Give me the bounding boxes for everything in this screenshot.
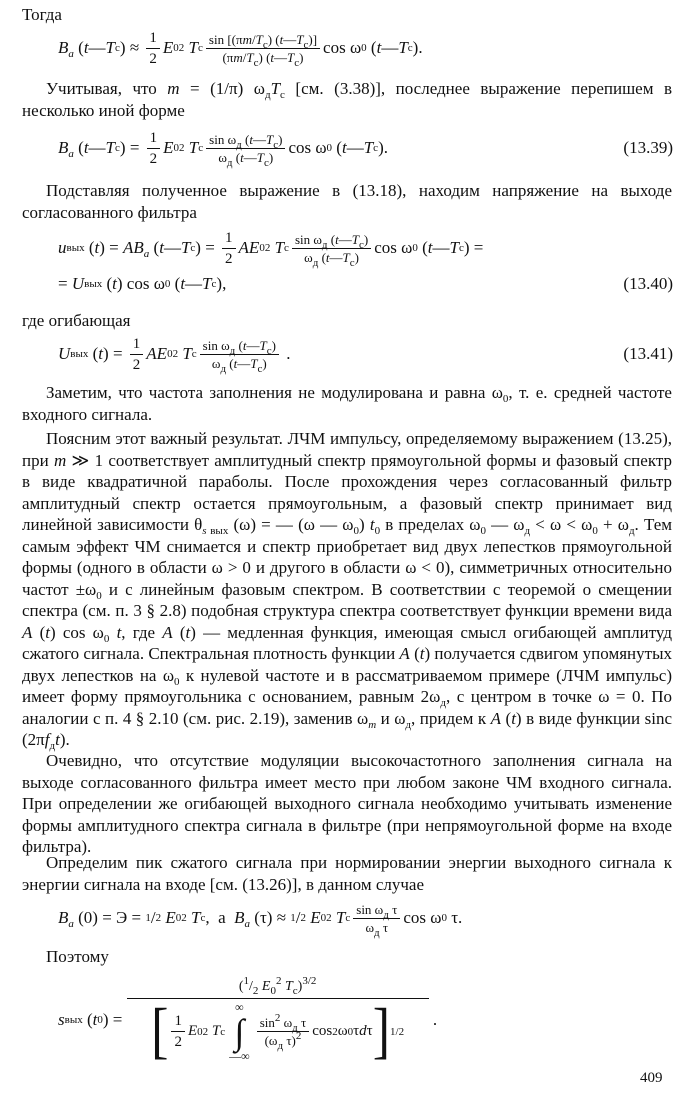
equation-number-13-39: (13.39) bbox=[623, 138, 673, 157]
equation-6: s вых ( t 0 ) = ($^1/_2$ $E_0^2$ $T_c)^{3/2}$ [ $\frac{1}{2}$ E 0 2 T c ∞ ∫ —∞ $\frac{\sin^2 \omega_д \tau}{(\omega_д \tau)^2}$ cos 2 ω 0 τ d τ ] 1/2 . bbox=[58, 974, 438, 1066]
paragraph-1: Учитывая, что m = (1/π) $\omega_дT_c$ [см. (3.38)], последнее выражение перепишем в несколько иной форме bbox=[22, 79, 672, 120]
equation-1: $B_a$ ( t — T c ) ≈ $\frac{1}{2}$ E 0 2 T c $\frac{\sin [(\pi m/T_c) (t—T_c)]}{(\pi m/T_c) (t—T_c)}$ cos ω 0 ( t — T c ). bbox=[58, 29, 423, 69]
paragraph-6: Очевидно, что отсутствие модуляции высокочастотного заполнения сигнала на выходе согласованного фильтра имеет место при любом законе ЧМ входного сигнала. При определении же огибающей выходного сигнала необходимо учитывать изменение формы амплитудного спектра сигнала в фильтре (при непрямоугольной форме на входе фильтра). bbox=[22, 751, 672, 856]
equation-number-13-41: (13.41) bbox=[623, 344, 673, 363]
paragraph-3: где огибающая bbox=[22, 311, 131, 330]
paragraph-8: Поэтому bbox=[46, 947, 109, 966]
paragraph-5: Поясним этот важный результат. ЛЧМ импульсу, определяемому выражением (13.25), при m ≫ 1 соответствует амплитудный спектр прямоугольной формы и фазовый спектр в виде квадратичной параболы. После прохождения через согласованный фильтр амплитудный спектр остается прямоугольным, а фазовый спектр принимает вид линейной зависимости $\theta_{s вых}$ (ω) = — (ω — $\omega_0$) $t_0$ в пределах $\omega_0$ — $\omega_д < \omega < \omega_0 + \omega_д$. Тем самым эффект ЧМ снимается и спектр приобретает вид двух лепестков прямоугольной формы (одного в области ω > 0 и другого в области ω < 0), симметричных относительно частот $\pm\omega_0$ и с линейным фазовым спектром. В соответствии с теоремой о смещении спектра (см. п. 3 § 2.8) подобная структура спектра соответствует функции времени вида A (t) $\cos \omega_0$ t, где A (t) — медленная функция, имеющая смысл огибающей амплитуд сжатого сигнала. Спектральная плотность функции A (t) получается сдвигом упомянутых двух лепестков на $\omega_0$ к нулевой частоте и в рассматриваемом примере (ЛЧМ импульс) имеет форму прямоугольника с основанием, равным $2\omega_д$, с центром в точке ω = 0. По аналогии с п. 4 § 2.10 (см. рис. 2.19), заменив $\omega_m$ и $\omega_д$, придем к A (t) в виде функции sinc $(2\pi f_дt)$. bbox=[22, 429, 673, 752]
paragraph-4: Заметим, что частота заполнения не модулирована и равна $\omega_0$, т. е. средней частоте входного сигнала. bbox=[22, 383, 672, 424]
equation-3b: = U вых ( t ) cos ω 0 ( t — T c ), (13.40) bbox=[58, 274, 673, 293]
text-togda: Тогда bbox=[22, 5, 62, 24]
equation-number-13-40: (13.40) bbox=[623, 274, 673, 293]
page-number: 409 bbox=[640, 1070, 663, 1086]
paragraph-2: Подставляя полученное выражение в (13.18), находим напряжение на выходе согласованного фильтра bbox=[22, 181, 672, 222]
equation-5: $B_a$ (0) = Э = 1 / 2 E 0 2 T c , а $B_a$ (τ) ≈ 1 / 2 E 0 2 T c $\frac{\sin \omega_д \tau}{\omega_д \tau}$ cos ω 0 τ. bbox=[58, 901, 463, 939]
equation-3a: u вых ( t ) = $AB_a$ ( t — T c ) = $\frac{1}{2}$ AE 0 2 T c $\frac{\sin \omega_д (t—T_c)}{\omega_д (t—T_c)}$ cos ω 0 ( t — T c ) = bbox=[58, 229, 484, 269]
equation-4: U вых ( t ) = $\frac{1}{2}$ AE 0 2 T c $\frac{\sin \omega_д (t—T_c)}{\omega_д (t—T_c)}$ . (13.41) bbox=[58, 335, 673, 375]
equation-2: $B_a$ ( t — T c ) = $\frac{1}{2}$ E 0 2 T c $\frac{\sin \omega_д (t—T_c)}{\omega_д (t—T_c)}$ cos ω 0 ( t — T c ). (13.39) bbox=[58, 129, 673, 169]
paragraph-7: Определим пик сжатого сигнала при нормировании энергии выходного сигнала к энергии сигнала на входе [см. (13.26)], в данном случае bbox=[22, 853, 672, 894]
